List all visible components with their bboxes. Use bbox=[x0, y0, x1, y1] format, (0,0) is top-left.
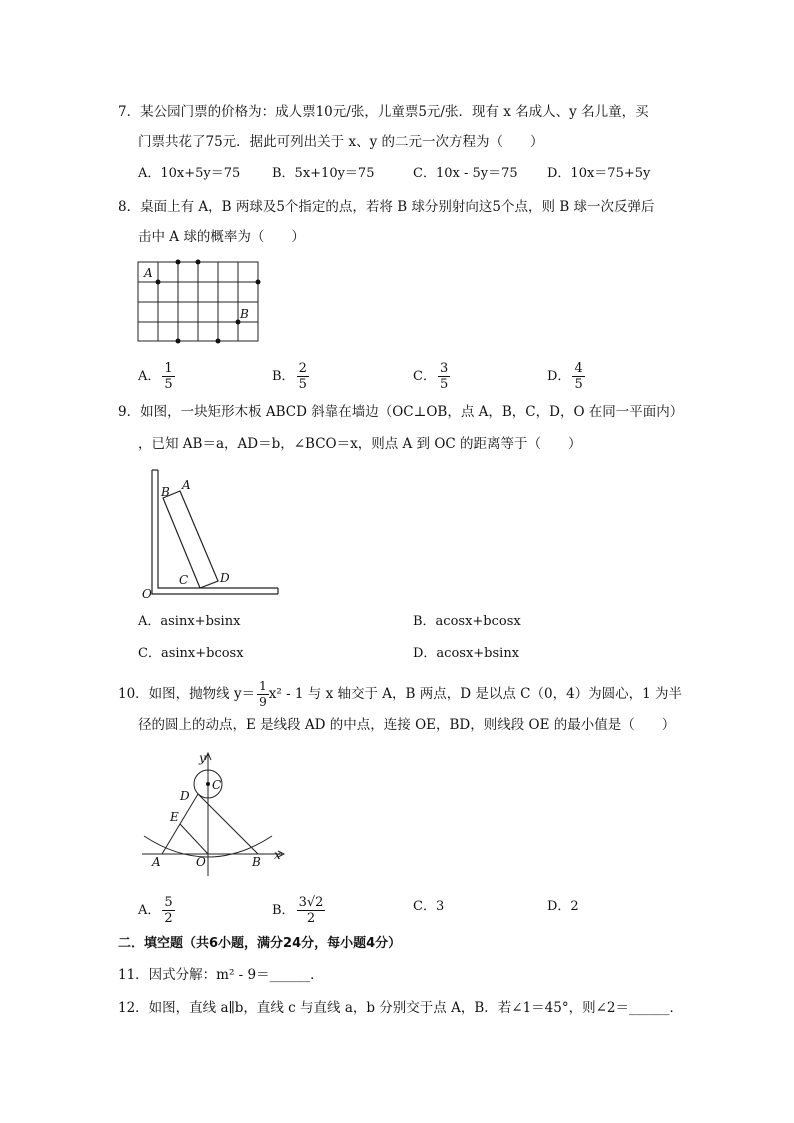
q10-label-a: A bbox=[152, 855, 161, 869]
q9-option-a: A．asinx+bsinx bbox=[138, 614, 241, 629]
q8-label-b: B bbox=[240, 307, 249, 321]
q10-option-b: B． $\frac{3√2}{2}$ bbox=[272, 895, 324, 926]
section2-heading: 二．填空题（共6小题，满分24分，每小题4分） bbox=[118, 936, 402, 951]
q10-option-c: C．3 bbox=[413, 899, 445, 914]
q9-option-c: C．asinx+bcosx bbox=[138, 646, 244, 661]
q7-option-b: B．5x+10y＝75 bbox=[272, 166, 375, 181]
q9-wall-figure bbox=[138, 466, 286, 602]
q9-label-d: D bbox=[220, 571, 230, 585]
q7-line2: 门票共花了75元．据此可列出关于 x、y 的二元一次方程为（ ） bbox=[138, 134, 544, 150]
q9-option-d: D．acosx+bsinx bbox=[413, 646, 520, 661]
q9-option-b: B．acosx+bcosx bbox=[413, 614, 521, 629]
q10-line1: 10．如图，抛物线 y＝ $\frac{1}{9}$ x² - 1 与 x 轴交于 A，B 两点，D 是以点 C（0，4）为圆心，1 为半 bbox=[118, 679, 683, 709]
q10-label-d: D bbox=[180, 789, 190, 803]
q8-option-a: A． $\frac{1}{5}$ bbox=[138, 361, 173, 392]
q7-line1: 7．某公园门票的价格为：成人票10元/张，儿童票5元/张．现有 x 名成人、y 名儿童，买 bbox=[118, 104, 649, 120]
q9-label-c: C bbox=[179, 573, 189, 587]
q9-line2: ，已知 AB＝a，AD＝b，∠BCO＝x，则点 A 到 OC 的距离等于（ ） bbox=[138, 436, 582, 452]
q10-label-e: E bbox=[170, 810, 179, 824]
q10-parabola-figure bbox=[140, 748, 290, 880]
q8-option-d: D． $\frac{4}{5}$ bbox=[547, 361, 583, 392]
q8-grid-figure bbox=[134, 257, 264, 349]
q9-label-o: O bbox=[142, 587, 152, 601]
q10-label-o: O bbox=[196, 855, 206, 869]
q10-line2: 径的圆上的动点，E 是线段 AD 的中点，连接 OE，BD，则线段 OE 的最小值是（ ） bbox=[138, 717, 676, 733]
q8-option-c: C． $\frac{3}{5}$ bbox=[413, 361, 449, 392]
q9-label-b: B bbox=[161, 485, 170, 499]
q10-label-x: x bbox=[274, 848, 281, 862]
q10-option-d: D．2 bbox=[547, 899, 579, 914]
q10-option-a: A． $\frac{5}{2}$ bbox=[138, 895, 173, 926]
q9-label-a: A bbox=[182, 478, 191, 492]
q10-label-y: y bbox=[199, 751, 206, 765]
q8-line2: 击中 A 球的概率为（ ） bbox=[138, 229, 305, 245]
q10-label-c: C bbox=[212, 778, 222, 792]
q12-line: 12．如图，直线 a∥b，直线 c 与直线 a，b 分别交于点 A，B．若∠1＝45°，则∠2＝______． bbox=[118, 1000, 684, 1016]
q9-line1: 9．如图，一块矩形木板 ABCD 斜靠在墙边（OC⊥OB，点 A，B，C，D，O 在同一平面内） bbox=[118, 404, 684, 420]
q11-line: 11．因式分解：m² - 9＝______． bbox=[118, 967, 324, 983]
q8-line1: 8．桌面上有 A，B 两球及5个指定的点，若将 B 球分别射向这5个点，则 B 球一次反弹后 bbox=[118, 199, 655, 215]
q10-label-b: B bbox=[252, 855, 261, 869]
q7-option-a: A．10x+5y＝75 bbox=[138, 166, 241, 181]
q7-option-d: D．10x＝75+5y bbox=[547, 166, 651, 181]
q7-option-c: C．10x - 5y＝75 bbox=[413, 166, 518, 181]
q8-label-a: A bbox=[144, 266, 153, 280]
q8-option-b: B． $\frac{2}{5}$ bbox=[272, 361, 307, 392]
